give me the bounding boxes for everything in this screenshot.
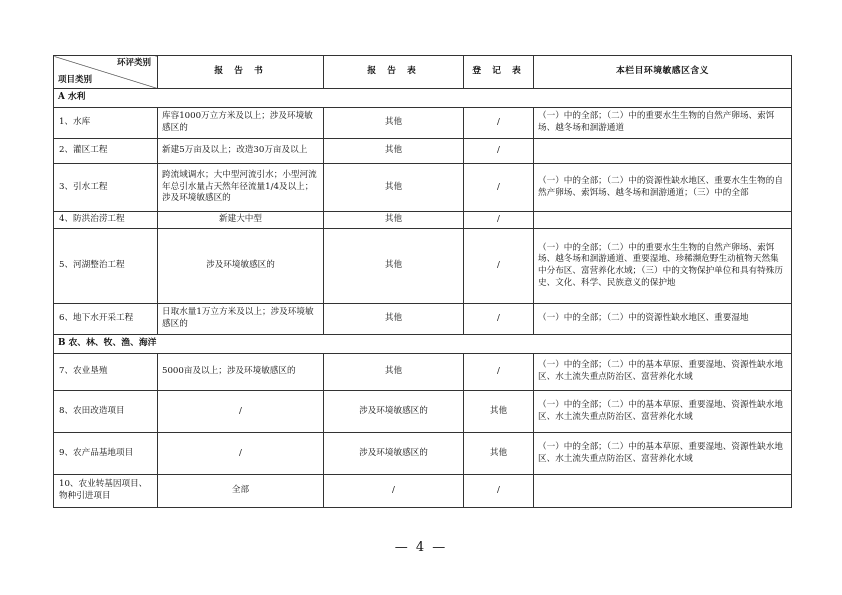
section-row	[54, 335, 792, 354]
classification-table	[53, 55, 792, 508]
row-report-book: 新建5万亩及以上；改造30万亩及以上	[158, 139, 324, 164]
table-row	[54, 139, 792, 164]
row-report-form: 其他	[324, 304, 464, 335]
table-row	[54, 475, 792, 508]
page-number: — 4 —	[394, 540, 448, 555]
row-register: /	[464, 229, 534, 304]
row-meaning: （一）中的全部；（二）中的基本草原、重要湿地、资源性缺水地区、水土流失重点防治区、富营养化水域	[534, 391, 792, 433]
row-name: 4、防洪治涝工程	[54, 212, 158, 229]
header-row	[54, 56, 792, 89]
header-report-form: 报 告 表	[324, 56, 464, 89]
row-register: /	[464, 354, 534, 391]
section-title: B 农、林、牧、渔、海洋	[54, 335, 792, 354]
header-meaning: 本栏目环境敏感区含义	[534, 56, 792, 89]
row-register: /	[464, 108, 534, 139]
row-report-book: /	[158, 433, 324, 475]
row-name: 7、农业垦殖	[54, 354, 158, 391]
table-row	[54, 212, 792, 229]
row-meaning	[534, 139, 792, 164]
row-report-form: 其他	[324, 164, 464, 212]
row-report-form: 其他	[324, 229, 464, 304]
row-report-form: 其他	[324, 354, 464, 391]
row-report-book: /	[158, 391, 324, 433]
row-meaning: （一）中的全部；（二）中的基本草原、重要湿地、资源性缺水地区、水土流失重点防治区、富营养化水域	[534, 433, 792, 475]
table-row	[54, 433, 792, 475]
row-meaning	[534, 212, 792, 229]
row-name: 6、地下水开采工程	[54, 304, 158, 335]
table-row	[54, 391, 792, 433]
row-name: 8、农田改造项目	[54, 391, 158, 433]
row-name: 3、引水工程	[54, 164, 158, 212]
row-name: 1、水库	[54, 108, 158, 139]
table-row	[54, 229, 792, 304]
row-name: 2、灌区工程	[54, 139, 158, 164]
row-report-book: 新建大中型	[158, 212, 324, 229]
row-register: 其他	[464, 391, 534, 433]
header-report-book: 报 告 书	[158, 56, 324, 89]
row-report-form: 涉及环境敏感区的	[324, 391, 464, 433]
table-row	[54, 354, 792, 391]
row-meaning: （一）中的全部；（二）中的重要水生生物的自然产卵场、索饵场、越冬场和洄游通道、重要湿地、珍稀濒危野生动植物天然集中分布区、富营养化水域；（三）中的文物保护单位和具有特殊历史、文化、科学、民族意义的保护地	[534, 229, 792, 304]
row-name: 10、农业转基因项目、物种引进项目	[54, 475, 158, 508]
diagonal-header-cell	[54, 56, 158, 89]
row-report-book: 全部	[158, 475, 324, 508]
header-corner-bottom: 项目类别	[58, 74, 93, 85]
section-title: A 水利	[54, 89, 792, 108]
row-name: 9、农产品基地项目	[54, 433, 158, 475]
row-meaning: （一）中的全部；（二）中的资源性缺水地区、重要水生生物的自然产卵场、索饵场、越冬场和洄游通道；（三）中的全部	[534, 164, 792, 212]
header-corner-top: 环评类别	[116, 58, 151, 68]
row-report-book: 库容1000万立方米及以上；涉及环境敏感区的	[158, 108, 324, 139]
table-row	[54, 304, 792, 335]
row-report-form: 其他	[324, 108, 464, 139]
row-register: /	[464, 164, 534, 212]
row-register: 其他	[464, 433, 534, 475]
row-report-form: 其他	[324, 212, 464, 229]
row-report-form: /	[324, 475, 464, 508]
row-meaning	[534, 475, 792, 508]
table-row	[54, 108, 792, 139]
row-report-book: 跨流域调水；大中型河流引水；小型河流年总引水量占天然年径流量1/4及以上；涉及环境敏感区的	[158, 164, 324, 212]
row-report-form: 涉及环境敏感区的	[324, 433, 464, 475]
row-register: /	[464, 475, 534, 508]
header-register: 登 记 表	[464, 56, 534, 89]
row-register: /	[464, 139, 534, 164]
row-register: /	[464, 304, 534, 335]
row-name: 5、河湖整治工程	[54, 229, 158, 304]
row-report-form: 其他	[324, 139, 464, 164]
table-row	[54, 164, 792, 212]
row-report-book: 日取水量1万立方米及以上；涉及环境敏感区的	[158, 304, 324, 335]
row-register: /	[464, 212, 534, 229]
row-report-book: 5000亩及以上；涉及环境敏感区的	[158, 354, 324, 391]
row-meaning: （一）中的全部；（二）中的重要水生生物的自然产卵场、索饵场、越冬场和洄游通道	[534, 108, 792, 139]
row-meaning: （一）中的全部；（二）中的基本草原、重要湿地、资源性缺水地区、水土流失重点防治区、富营养化水域	[534, 354, 792, 391]
row-meaning: （一）中的全部；（二）中的资源性缺水地区、重要湿地	[534, 304, 792, 335]
row-report-book: 涉及环境敏感区的	[158, 229, 324, 304]
section-row	[54, 89, 792, 108]
